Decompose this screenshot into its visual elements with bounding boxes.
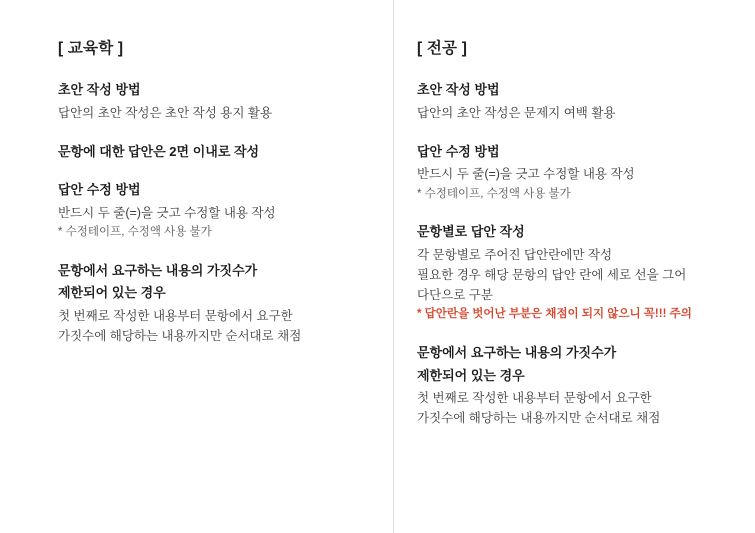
section-heading: 문항에서 요구하는 내용의 가짓수가	[58, 262, 258, 278]
section-line: 반드시 두 줄(=)을 긋고 수정할 내용 작성	[58, 205, 276, 220]
section-answer-length	[58, 142, 373, 162]
section-draft-method	[417, 80, 741, 123]
section-limited-count	[58, 261, 373, 347]
column-major	[393, 0, 755, 429]
section-heading: 답안 수정 방법	[58, 182, 141, 198]
column-title: [ 전공 ]	[417, 40, 468, 57]
section-line: 첫 번째로 작성한 내용부터 문항에서 요구한	[417, 391, 652, 405]
column-education	[0, 0, 393, 346]
section-warning: * 답안란을 벗어난 부분은 채점이 되지 않으니 꼭!!! 주의	[417, 308, 692, 321]
section-line: 답안의 초안 작성은 초안 작성 용지 활용	[58, 105, 273, 120]
column-title: [ 교육학 ]	[58, 40, 124, 57]
section-answer-correction	[58, 180, 373, 241]
section-heading: 문항에 대한 답안은 2면 이내로 작성	[58, 143, 260, 159]
section-per-question	[417, 222, 741, 324]
section-heading: 문항별로 답안 작성	[417, 224, 525, 240]
section-line: 답안의 초안 작성은 문제지 여백 활용	[417, 105, 616, 120]
section-heading: 문항에서 요구하는 내용의 가짓수가	[417, 345, 617, 360]
section-heading: 답안 수정 방법	[417, 143, 500, 159]
section-note: * 수정테이프, 수정액 사용 불가	[417, 187, 571, 200]
section-heading-second: 제한되어 있는 경우	[58, 285, 166, 301]
section-line: 첫 번째로 작성한 내용부터 문항에서 요구한	[58, 308, 293, 323]
section-answer-correction	[417, 142, 741, 203]
section-note: * 수정테이프, 수정액 사용 불가	[58, 226, 212, 238]
section-draft-method	[58, 80, 373, 123]
section-line: 가짓수에 해당하는 내용까지만 순서대로 채점	[58, 328, 302, 343]
section-heading: 초안 작성 방법	[417, 82, 500, 97]
section-line: 반드시 두 줄(=)을 긋고 수정할 내용 작성	[417, 167, 635, 182]
section-line: 가짓수에 해당하는 내용까지만 순서대로 채점	[417, 411, 661, 426]
section-line: 필요한 경우 해당 문항의 답안 란에 세로 선을 그어	[417, 267, 687, 282]
section-limited-count	[417, 343, 741, 429]
section-heading-second: 제한되어 있는 경우	[417, 367, 525, 383]
section-heading: 초안 작성 방법	[58, 82, 141, 97]
section-line: 다단으로 구분	[417, 288, 493, 303]
section-line: 각 문항별로 주어진 답안란에만 작성	[417, 247, 613, 262]
